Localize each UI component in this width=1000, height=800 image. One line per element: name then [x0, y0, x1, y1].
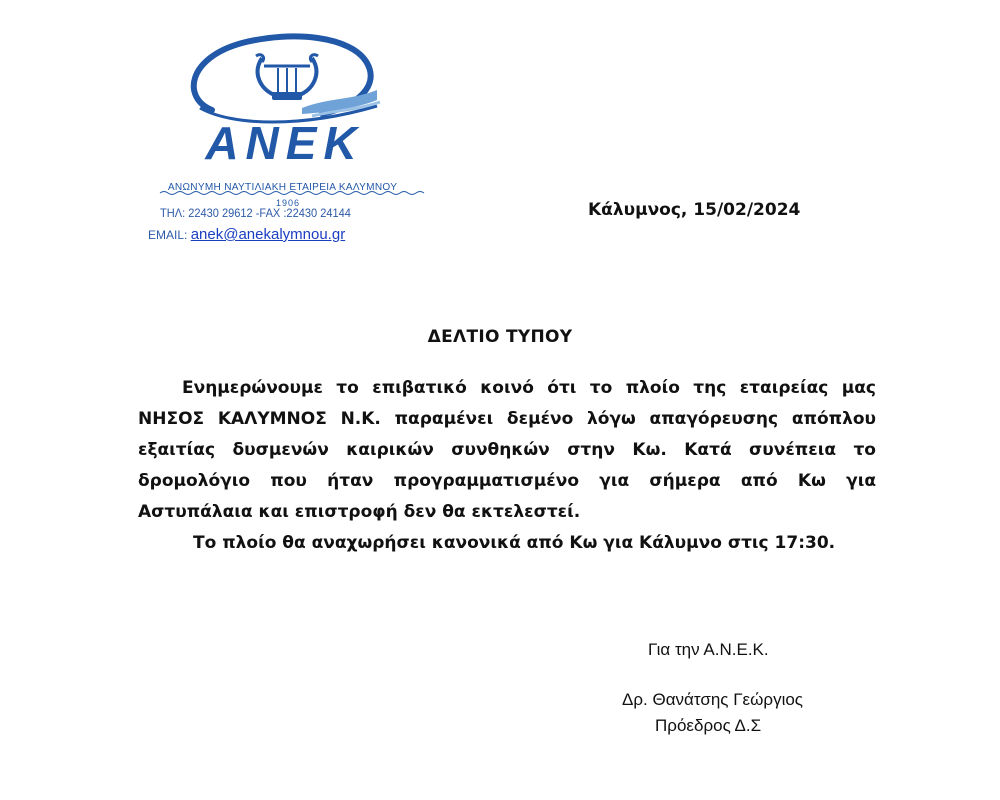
- logo-year: 1906: [275, 198, 301, 208]
- signature-for-line: Για την Α.Ν.Ε.Κ.: [648, 640, 769, 659]
- press-release-body: [138, 373, 876, 559]
- email-link[interactable]: anek@anekalymnou.gr: [190, 226, 346, 243]
- signature-role: Πρόεδρος Δ.Σ: [655, 716, 762, 735]
- company-logo: [152, 28, 432, 208]
- paragraph-1: Ενημερώνουμε το επιβατικό κοινό ότι το πλοίο της εταιρείας μας ΝΗΣΟΣ ΚΑΛΥΜΝΟΣ Ν.Κ. παραμένει δεμένο λόγω απαγόρευσης απόπλου εξαιτίας δυσμενών καιρικών συνθηκών στην Κω. Κατά συνέπεια το δρομολόγιο που ήταν προγραμματισμένο για σήμερα από Κω για Αστυπάλαια και επιστροφή δεν θα εκτελεστεί.: [138, 378, 876, 522]
- logo-subtitle: ΑΝΩΝΥΜΗ ΝΑΥΤΙΛΙΑΚΗ ΕΤΑΙΡΕΙΑ ΚΑΛΥΜΝΟΥ: [167, 181, 398, 193]
- email-line: [148, 226, 345, 243]
- phone-fax-line: ΤΗΛ: 22430 29612 -FAX :22430 24144: [160, 206, 351, 220]
- paragraph-2: Το πλοίο θα αναχωρήσει κανονικά από Κω για Κάλυμνο στις 17:30.: [193, 533, 836, 553]
- document-title: ΔΕΛΤΙΟ ΤΥΠΟΥ: [427, 327, 573, 347]
- logo-brand-text: ΑΝΕΚ: [205, 117, 364, 169]
- date-line: Κάλυμνος, 15/02/2024: [588, 200, 801, 220]
- signature-name: Δρ. Θανάτσης Γεώργιος: [622, 690, 803, 709]
- email-label: EMAIL:: [148, 228, 188, 242]
- lyre-emblem-icon: [152, 28, 432, 198]
